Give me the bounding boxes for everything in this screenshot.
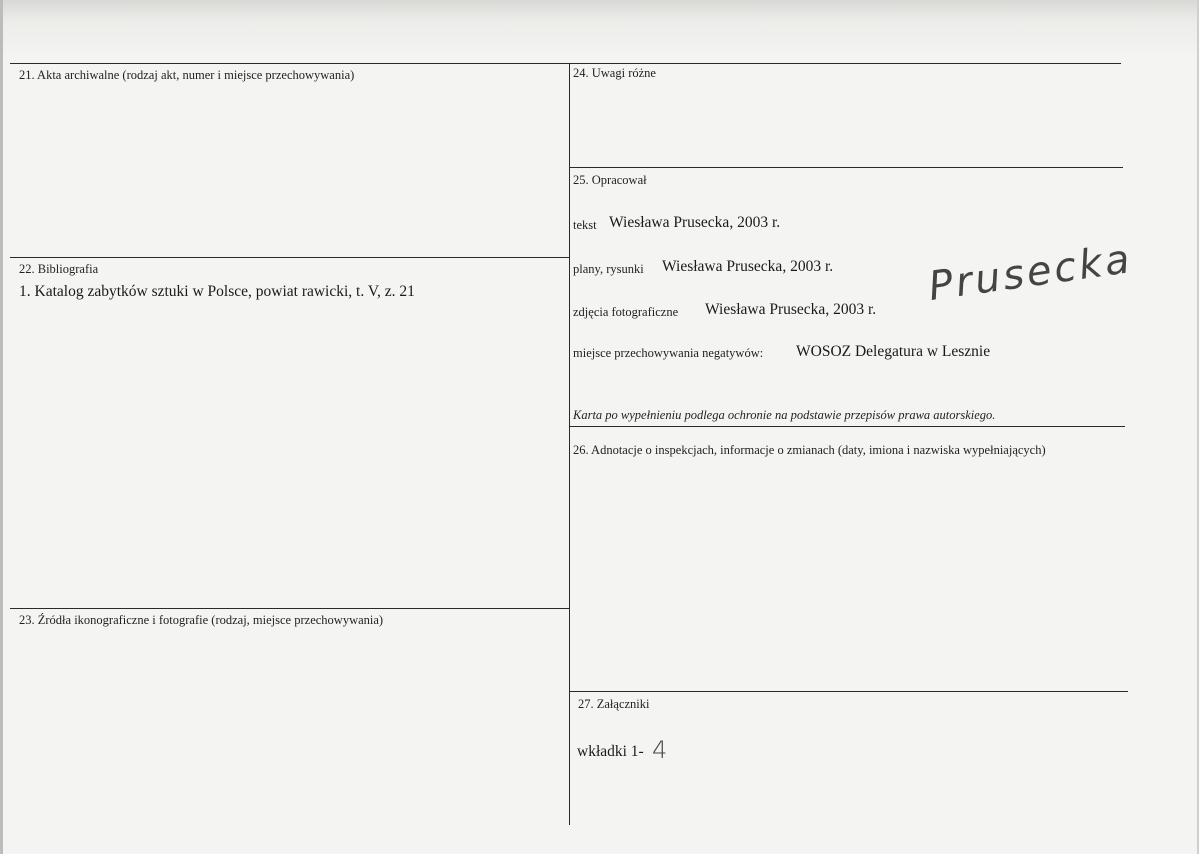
field-21-label: 21. Akta archiwalne (rodzaj akt, numer i miejsce przechowywania) bbox=[19, 68, 355, 82]
author-plans-value: Wiesława Prusecka, 2003 r. bbox=[662, 258, 834, 275]
field-27-label: 27. Załączniki bbox=[578, 697, 650, 711]
rule-22-23 bbox=[10, 608, 569, 609]
scan-edge-left bbox=[0, 0, 3, 854]
bibliography-entry: 1. Katalog zabytków sztuki w Polsce, powiat rawicki, t. V, z. 21 bbox=[19, 283, 415, 300]
author-text-value: Wiesława Prusecka, 2003 r. bbox=[609, 214, 781, 231]
attachments-handwritten-number: 4 bbox=[652, 736, 668, 764]
field-24-label: 24. Uwagi różne bbox=[573, 66, 656, 80]
negatives-location-label: miejsce przechowywania negatywów: bbox=[573, 346, 764, 360]
author-photos-label: zdjęcia fotograficzne bbox=[573, 305, 679, 319]
rule-26-27 bbox=[569, 691, 1128, 692]
handwritten-signature: Prusecka bbox=[925, 235, 1136, 311]
field-26-label: 26. Adnotacje o inspekcjach, informacje o zmianach (daty, imiona i nazwiska wypełniających) bbox=[573, 443, 1046, 457]
author-photos-value: Wiesława Prusecka, 2003 r. bbox=[705, 301, 877, 318]
author-text-label: tekst bbox=[573, 218, 597, 232]
copyright-note: Karta po wypełnieniu podlega ochronie na podstawie przepisów prawa autorskiego. bbox=[573, 408, 996, 422]
scan-shadow-band bbox=[0, 0, 1199, 58]
author-plans-label: plany, rysunki bbox=[573, 262, 644, 276]
column-divider bbox=[569, 63, 570, 825]
negatives-location-value: WOSOZ Delegatura w Lesznie bbox=[796, 343, 991, 360]
field-25-label: 25. Opracował bbox=[573, 173, 647, 187]
rule-24-25 bbox=[569, 167, 1123, 168]
rule-25-26 bbox=[569, 426, 1125, 427]
attachments-value: wkładki 1- bbox=[577, 743, 644, 760]
rule-21-22 bbox=[10, 257, 569, 258]
field-22-label: 22. Bibliografia bbox=[19, 262, 99, 276]
field-23-label: 23. Źródła ikonograficzne i fotografie (rodzaj, miejsce przechowywania) bbox=[19, 613, 384, 627]
top-rule bbox=[10, 63, 1121, 64]
